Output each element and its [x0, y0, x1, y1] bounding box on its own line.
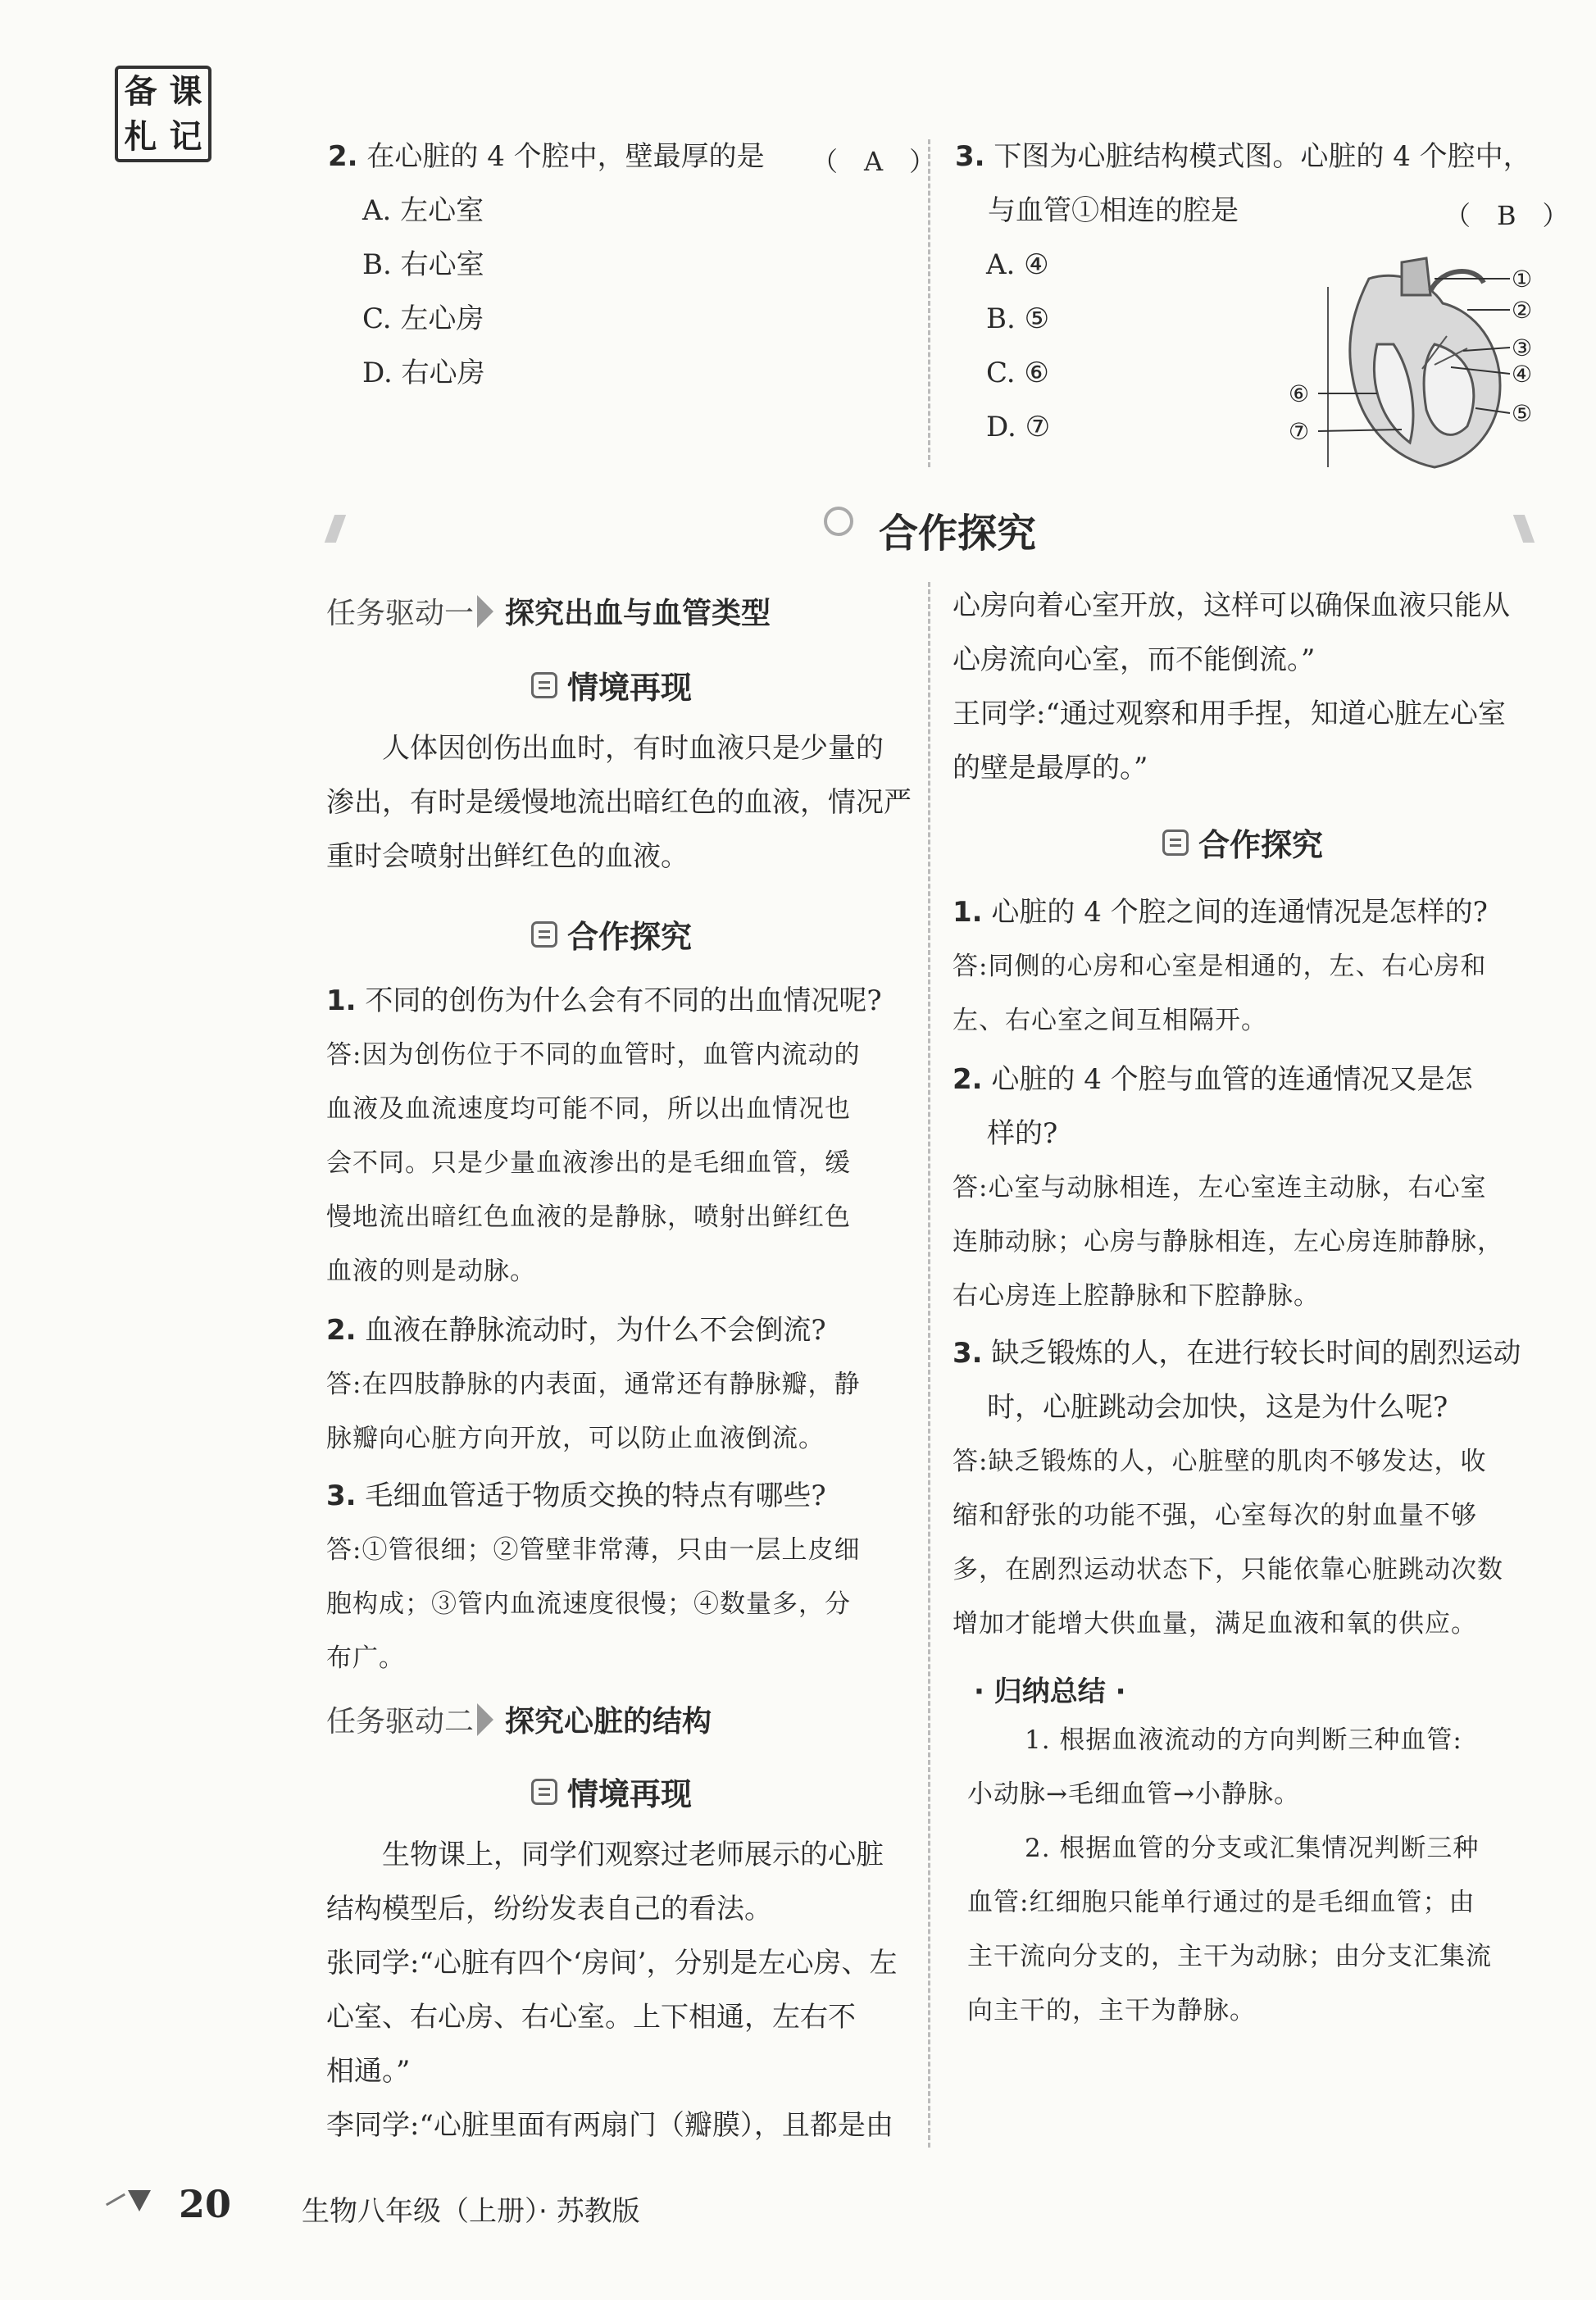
page-number: 20 — [179, 2182, 232, 2226]
arrow-right-icon — [477, 1703, 493, 1736]
coop2-q1: 1. 心脏的 4 个腔之间的连通情况是怎样的? — [953, 896, 1488, 929]
footer-ornament — [105, 2190, 154, 2223]
column-divider-main — [928, 582, 930, 2148]
banner-left-stroke — [325, 515, 346, 543]
heart-label-5: ⑤ — [1512, 400, 1533, 427]
heart-diagram — [1279, 246, 1549, 484]
q3-answer: （ B ） — [1444, 200, 1569, 231]
coop-1-heading: 合作探究 — [531, 911, 692, 957]
logo-char: 札 — [124, 117, 157, 156]
q2-answer: （ A ） — [812, 146, 936, 177]
banner-right-stroke — [1513, 515, 1535, 543]
coop2-a3: 答:缺乏锻炼的人，心脏壁的肌肉不够发达，收 缩和舒张的功能不强，心室每次的射血量不够 多，在剧烈运动状态下，只能依靠心脏跳动次数 增加才能增大供血量，满足血液和氧的供应。 — [953, 1447, 1503, 1639]
q3-option-c: C. ⑥ — [986, 357, 1049, 389]
scene-icon — [531, 1779, 557, 1805]
book-title: 生物八年级（上册）· 苏教版 — [302, 2195, 640, 2228]
q3-option-a: A. ④ — [986, 248, 1049, 281]
coop1-q1: 1. 不同的创伤为什么会有不同的出血情况呢? — [326, 984, 882, 1017]
coop1-a1: 答:因为创伤位于不同的血管时，血管内流动的 血液及血流速度均可能不同，所以出血情况也 会不同。只是少量血液渗出的是毛细血管，缓 慢地流出暗红色血液的是静脉，喷射出鲜红色 血液的则是动脉。 — [326, 1040, 861, 1286]
coop-icon — [1162, 830, 1189, 856]
heart-label-6: ⑥ — [1289, 380, 1310, 407]
coop2-a2: 答:心室与动脉相连，左心室连主动脉，右心室 连肺动脉；心房与静脉相连，左心房连肺静脉， 右心房连上腔静脉和下腔静脉。 — [953, 1173, 1503, 1311]
scene-2-heading: 情境再现 — [531, 1769, 692, 1814]
q2-option-b: B. 右心室 — [362, 248, 484, 281]
coop2-a1: 答:同侧的心房和心室是相通的，左、右心房和 左、右心室之间互相隔开。 — [953, 952, 1487, 1035]
banner-title: 合作探究 — [879, 511, 1037, 557]
scene-1-text: 人体因创伤出血时，有时血液只是少量的 渗出，有时是缓慢地流出暗红色的血液，情况严 重时会喷射出鲜红色的血液。 — [326, 732, 912, 873]
coop2-q3: 3. 缺乏锻炼的人，在进行较长时间的剧烈运动 时，心脏跳动会加快，这是为什么呢? — [953, 1337, 1521, 1424]
q2-option-c: C. 左心房 — [362, 302, 484, 335]
magnifier-icon — [824, 507, 853, 536]
column-divider-top — [928, 139, 930, 467]
summary-text: 1. 根据血液流动的方向判断三种血管: 小动脉→毛细血管→小静脉。 2. 根据血管的分支或汇集情况判断三种 血管:红细胞只能单行通过的是毛细血管；由 主干流向分支的，主干为动脉；由分支汇集流 向主干的，主干为静脉。 — [967, 1725, 1492, 2025]
heart-label-3: ③ — [1512, 334, 1533, 361]
q2-stem: 2. 在心脏的 4 个腔中，壁最厚的是 — [328, 140, 765, 173]
heart-label-1: ① — [1512, 266, 1533, 293]
coop-2-heading: 合作探究 — [1162, 820, 1323, 865]
heart-label-2: ② — [1512, 297, 1533, 324]
logo-char: 备 — [124, 72, 157, 111]
q3-option-d: D. ⑦ — [986, 411, 1051, 443]
logo-char: 记 — [169, 117, 202, 156]
coop1-q2: 2. 血液在静脉流动时，为什么不会倒流? — [326, 1314, 826, 1347]
coop1-a3: 答:①管很细；②管壁非常薄，只由一层上皮细 胞构成；③管内血流速度很慢；④数量多，分 布广。 — [326, 1535, 861, 1673]
summary-title: · 归纳总结 · — [974, 1675, 1126, 1708]
task-1-header: 任务驱动一 探究出血与血管类型 — [326, 590, 771, 632]
arrow-right-icon — [477, 595, 493, 628]
q3-option-b: B. ⑤ — [986, 302, 1050, 335]
coop1-a2: 答:在四肢静脉的内表面，通常还有静脉瓣，静 脉瓣向心脏方向开放，可以防止血液倒流。 — [326, 1370, 861, 1453]
logo-stamp — [115, 66, 211, 162]
q3-stem-line1: 3. 下图为心脏结构模式图。心脏的 4 个腔中， — [955, 140, 1531, 173]
scene-2-continued: 心房向着心室开放，这样可以确保血液只能从 心房流向心室，而不能倒流。” 王同学:“通过观察和用手捏，知道心脏左心室 的壁是最厚的。” — [953, 589, 1510, 784]
scene-icon — [531, 672, 557, 698]
coop2-q2: 2. 心脏的 4 个腔与血管的连通情况又是怎 样的? — [953, 1063, 1473, 1150]
heart-label-7: ⑦ — [1289, 418, 1310, 445]
coop-icon — [531, 921, 557, 948]
logo-char: 课 — [169, 72, 202, 111]
task-2-header: 任务驱动二 探究心脏的结构 — [326, 1698, 712, 1740]
q2-option-a: A. 左心室 — [362, 194, 484, 227]
heart-label-4: ④ — [1512, 361, 1533, 388]
coop1-q3: 3. 毛细血管适于物质交换的特点有哪些? — [326, 1480, 826, 1512]
scene-1-heading: 情境再现 — [531, 662, 692, 707]
q2-option-d: D. 右心房 — [362, 357, 485, 389]
scene-2-text: 生物课上，同学们观察过老师展示的心脏 结构模型后，纷纷发表自己的看法。 张同学:“心脏有四个‘房间’，分别是左心房、左 心室、右心房、右心室。上下相通，左右不 相通。” 李同学:“心脏里面有两扇门（瓣膜），且都是由 — [326, 1839, 898, 2142]
q3-stem-line2: 与血管①相连的腔是 — [988, 194, 1239, 227]
heart-illustration — [1328, 258, 1500, 467]
